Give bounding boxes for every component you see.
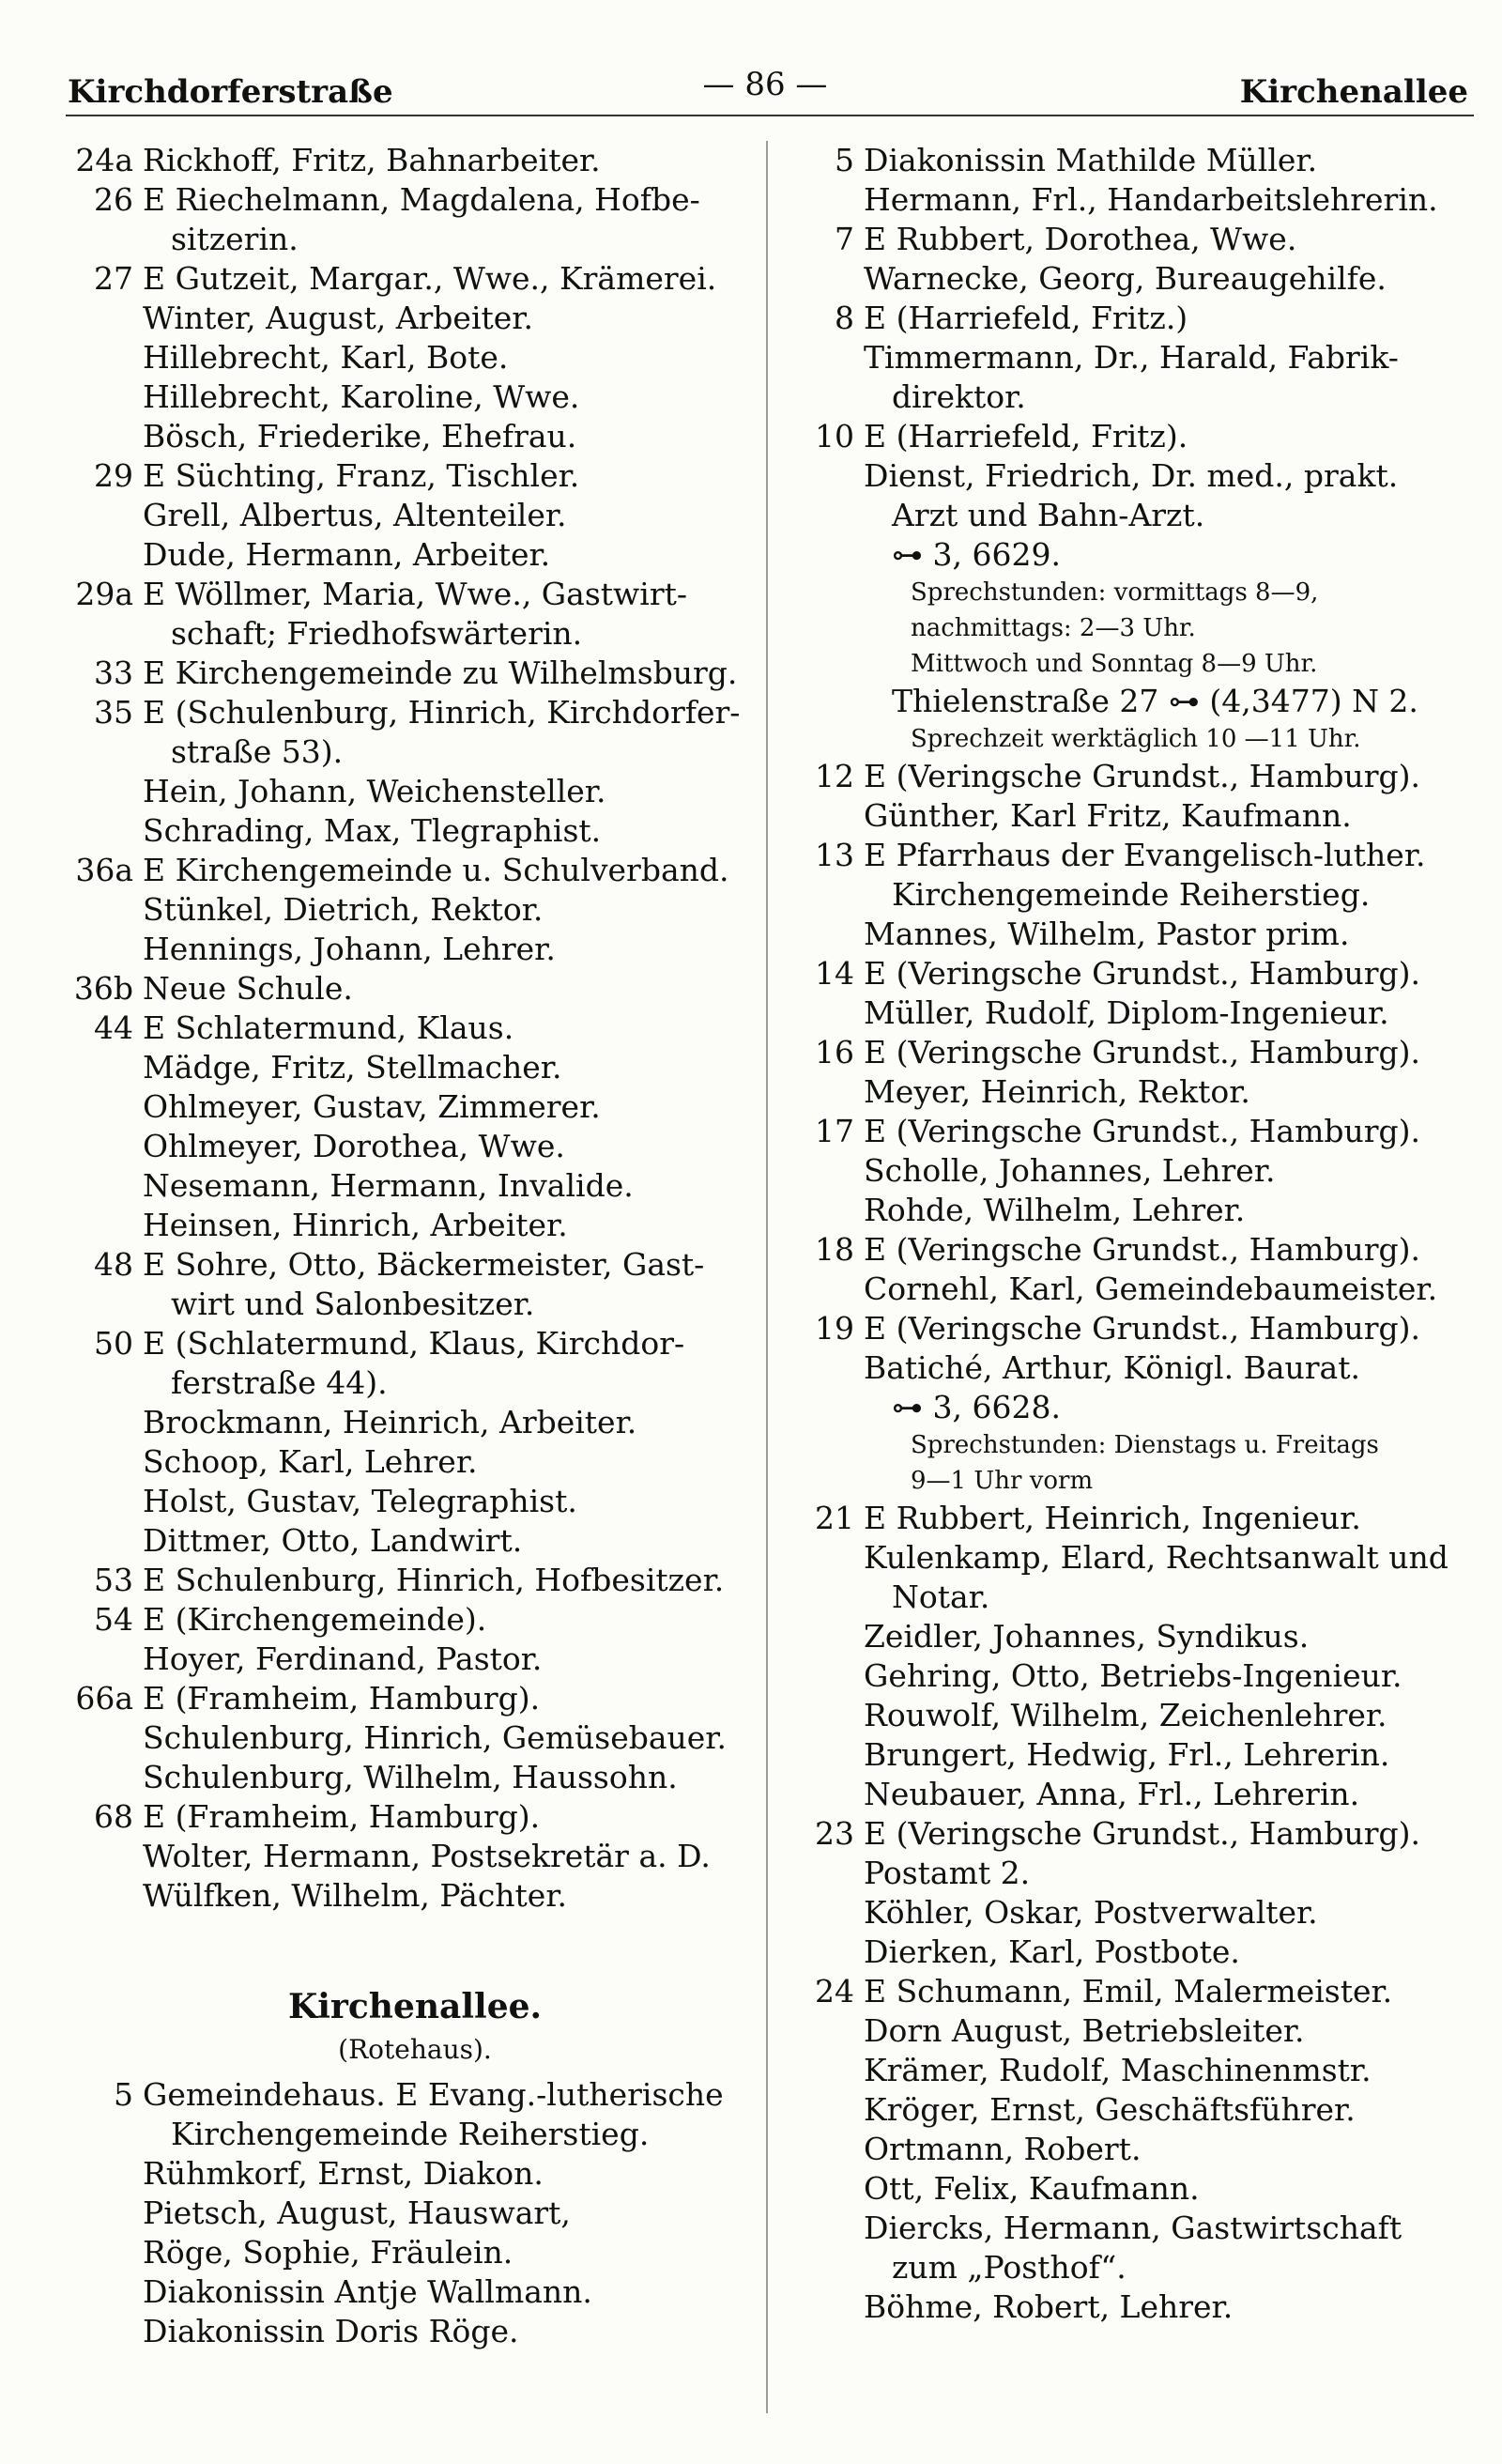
resident-entry: Gehring, Otto, Betriebs-Ingenieur.	[864, 1657, 1402, 1694]
house-number: 13	[815, 837, 854, 873]
house-number: 21	[815, 1500, 854, 1536]
running-head-left: Kirchdorferstraße	[68, 73, 393, 111]
entry-text: E (Veringsche Grundst., Hamburg).	[864, 1815, 1421, 1852]
house-number: 8	[835, 300, 854, 336]
house-entry	[68, 575, 762, 614]
entry-text: E Kirchengemeinde u. Schulverband.	[143, 852, 729, 888]
resident-entry: Brungert, Hedwig, Frl., Lehrerin.	[864, 1736, 1390, 1773]
continuation-line: wirt und Salonbesitzer.	[171, 1286, 535, 1322]
resident-entry: Winter, August, Arbeiter.	[143, 300, 533, 336]
house-number: 5	[114, 2076, 133, 2113]
resident-entry: Rohde, Wilhelm, Lehrer.	[864, 1192, 1246, 1228]
house-entry	[68, 456, 762, 496]
resident-entry: Rouwolf, Wilhelm, Zeichenlehrer.	[864, 1697, 1387, 1733]
resident-entry: Brockmann, Heinrich, Arbeiter.	[143, 1404, 637, 1440]
house-number: 54	[94, 1601, 133, 1638]
resident-entry: Hillebrecht, Karl, Bote.	[143, 339, 509, 376]
resident-entry: Hillebrecht, Karoline, Wwe.	[143, 378, 580, 415]
office-hours-note: Sprechstunden: Dienstags u. Freitags	[911, 1431, 1379, 1459]
house-number: 44	[94, 1009, 133, 1046]
resident-entry: Pietsch, August, Hauswart,	[143, 2194, 571, 2231]
house-entry	[68, 1797, 762, 1837]
entry-text: E Riechelmann, Magdalena, Hofbe-	[143, 181, 700, 218]
resident-entry: Warnecke, Georg, Bureaugehilfe.	[864, 260, 1387, 297]
resident-entry: Bösch, Friederike, Ehefrau.	[143, 418, 577, 454]
entry-text: E Schumann, Emil, Malermeister.	[864, 1973, 1393, 2010]
resident-entry: Ortmann, Robert.	[864, 2131, 1142, 2167]
house-entry	[68, 969, 762, 1009]
resident-entry: Timmermann, Dr., Harald, Fabrik-	[864, 339, 1399, 376]
house-entry	[68, 141, 762, 180]
house-entry	[68, 1561, 762, 1600]
resident-entry: Röge, Sophie, Fräulein.	[143, 2234, 513, 2271]
resident-entry: Schulenburg, Wilhelm, Haussohn.	[143, 1759, 678, 1795]
house-number: 24a	[75, 142, 133, 178]
house-entry	[789, 1230, 1483, 1270]
house-entry	[68, 259, 762, 299]
house-number: 50	[94, 1325, 133, 1362]
house-number: 16	[815, 1034, 854, 1070]
entry-text: Rickhoff, Fritz, Bahnarbeiter.	[143, 142, 601, 178]
column-divider	[766, 141, 768, 2413]
house-number: 29a	[75, 576, 133, 612]
house-entry	[68, 1009, 762, 1048]
resident-entry: Schulenburg, Hinrich, Gemüsebauer.	[143, 1719, 727, 1756]
office-hours-note: Sprechzeit werktäglich 10 —11 Uhr.	[911, 725, 1361, 753]
running-head-right: Kirchenallee	[1239, 73, 1468, 111]
resident-entry: Kröger, Ernst, Geschäftsführer.	[864, 2091, 1356, 2128]
house-entry	[789, 417, 1483, 456]
entry-text: E Pfarrhaus der Evangelisch-luther.	[864, 837, 1426, 873]
resident-entry: Cornehl, Karl, Gemeindebaumeister.	[864, 1270, 1438, 1307]
continuation-line: Kirchengemeinde Reiherstieg.	[892, 876, 1371, 913]
house-entry	[789, 1033, 1483, 1072]
entry-text: E (Schulenburg, Hinrich, Kirchdorfer-	[143, 694, 741, 731]
street-section-subtitle: (Rotehaus).	[338, 2034, 492, 2065]
street-section-title: Kirchenallee.	[287, 1987, 543, 2026]
entry-text: E (Kirchengemeinde).	[143, 1601, 487, 1638]
resident-entry: Mannes, Wilhelm, Pastor prim.	[864, 916, 1350, 952]
house-number: 5	[835, 142, 854, 178]
house-number: 29	[94, 457, 133, 494]
entry-text: E Gutzeit, Margar., Wwe., Krämerei.	[143, 260, 717, 297]
office-hours-note: Sprechstunden: vormittags 8—9,	[911, 578, 1319, 607]
resident-entry: Dorn August, Betriebsleiter.	[864, 2012, 1305, 2049]
house-entry	[68, 654, 762, 693]
resident-entry: Hermann, Frl., Handarbeitslehrerin.	[864, 181, 1438, 218]
house-entry	[68, 851, 762, 890]
house-number: 18	[815, 1231, 854, 1268]
continuation-line: sitzerin.	[171, 221, 299, 257]
resident-entry: Neubauer, Anna, Frl., Lehrerin.	[864, 1776, 1360, 1812]
entry-text: Gemeindehaus. E Evang.-lutherische	[143, 2076, 724, 2113]
resident-entry: Hein, Johann, Weichensteller.	[143, 773, 606, 809]
entry-text: E Rubbert, Dorothea, Wwe.	[864, 221, 1297, 257]
resident-entry: Dienst, Friedrich, Dr. med., prakt.	[864, 457, 1399, 494]
house-number: 66a	[75, 1680, 133, 1717]
resident-entry: Wolter, Hermann, Postsekretär a. D.	[143, 1838, 711, 1874]
entry-text: E Rubbert, Heinrich, Ingenieur.	[864, 1500, 1361, 1536]
resident-entry: Mädge, Fritz, Stellmacher.	[143, 1049, 562, 1086]
entry-text: E (Veringsche Grundst., Hamburg).	[864, 1034, 1421, 1070]
house-entry	[789, 836, 1483, 875]
entry-text: E (Harriefeld, Fritz.)	[864, 300, 1188, 336]
resident-entry: Ohlmeyer, Dorothea, Wwe.	[143, 1128, 565, 1164]
resident-entry: Dittmer, Otto, Landwirt.	[143, 1522, 523, 1559]
house-number: 19	[815, 1310, 854, 1347]
house-entry	[789, 220, 1483, 259]
resident-entry: Zeidler, Johannes, Syndikus.	[864, 1618, 1310, 1655]
resident-entry: Rühmkorf, Ernst, Diakon.	[143, 2155, 544, 2192]
house-number: 53	[94, 1562, 133, 1598]
house-entry	[789, 1972, 1483, 2011]
resident-entry: Müller, Rudolf, Diplom-Ingenieur.	[864, 994, 1389, 1031]
resident-entry: Schoop, Karl, Lehrer.	[143, 1443, 478, 1480]
entry-text: E (Veringsche Grundst., Hamburg).	[864, 1231, 1421, 1268]
house-number: 17	[815, 1113, 854, 1149]
entry-text: E (Veringsche Grundst., Hamburg).	[864, 1310, 1421, 1347]
entry-text: E (Veringsche Grundst., Hamburg).	[864, 758, 1421, 794]
house-entry	[789, 1499, 1483, 1538]
house-number: 10	[815, 418, 854, 454]
page-header	[0, 0, 1502, 131]
house-entry	[789, 1814, 1483, 1854]
house-number: 24	[815, 1973, 854, 2010]
entry-text: E (Framheim, Hamburg).	[143, 1798, 541, 1835]
house-number: 68	[94, 1798, 133, 1835]
resident-entry: Kulenkamp, Elard, Rechtsanwalt und	[864, 1539, 1448, 1576]
entry-text: E Sohre, Otto, Bäckermeister, Gast-	[143, 1246, 705, 1283]
entry-text: E Kirchengemeinde zu Wilhelmsburg.	[143, 654, 738, 691]
resident-entry: Hennings, Johann, Lehrer.	[143, 931, 556, 967]
resident-entry: Ohlmeyer, Gustav, Zimmerer.	[143, 1088, 601, 1125]
entry-text: E Schulenburg, Hinrich, Hofbesitzer.	[143, 1562, 725, 1598]
entry-text: E Süchting, Franz, Tischler.	[143, 457, 580, 494]
header-rule	[66, 115, 1474, 116]
resident-entry: Heinsen, Hinrich, Arbeiter.	[143, 1207, 568, 1243]
resident-entry: Batiché, Arthur, Königl. Baurat.	[864, 1349, 1360, 1386]
continuation-line: Kirchengemeinde Reiherstieg.	[171, 2116, 650, 2152]
resident-entry: Böhme, Robert, Lehrer.	[864, 2288, 1234, 2325]
resident-entry: Postamt 2.	[864, 1855, 1031, 1891]
resident-entry: Schrading, Max, Tlegraphist.	[143, 812, 602, 849]
resident-entry: Dude, Hermann, Arbeiter.	[143, 536, 551, 573]
page-number: — 86 —	[702, 66, 828, 103]
resident-entry: Nesemann, Hermann, Invalide.	[143, 1167, 634, 1204]
house-number: 14	[815, 955, 854, 992]
continuation-line: Notar.	[892, 1578, 990, 1615]
continuation-line: ⊶ 3, 6629.	[892, 536, 1061, 573]
house-number: 33	[94, 654, 133, 691]
resident-entry: Krämer, Rudolf, Maschinenmstr.	[864, 2052, 1372, 2088]
continuation-line: Thielenstraße 27 ⊶ (4,3477) N 2.	[892, 683, 1418, 719]
resident-entry: Holst, Gustav, Telegraphist.	[143, 1483, 577, 1519]
office-hours-note: 9—1 Uhr vorm	[911, 1467, 1094, 1495]
continuation-line: Arzt und Bahn-Arzt.	[892, 497, 1205, 533]
house-number: 36b	[73, 970, 133, 1007]
continuation-line: straße 53).	[171, 733, 344, 770]
house-entry	[68, 1324, 762, 1363]
house-number: 36a	[75, 852, 133, 888]
house-entry	[68, 1600, 762, 1640]
entry-text: Neue Schule.	[143, 970, 353, 1007]
house-entry	[789, 141, 1483, 180]
house-number: 35	[94, 694, 133, 731]
entry-text: E Wöllmer, Maria, Wwe., Gastwirt-	[143, 576, 688, 612]
house-entry	[68, 2075, 762, 2115]
resident-entry: Stünkel, Dietrich, Rektor.	[143, 891, 544, 928]
house-entry	[789, 1112, 1483, 1151]
continuation-line: ⊶ 3, 6628.	[892, 1389, 1061, 1425]
continuation-line: ferstraße 44).	[171, 1364, 388, 1401]
entry-text: E Schlatermund, Klaus.	[143, 1009, 514, 1046]
continuation-line: schaft; Friedhofswärterin.	[171, 615, 583, 652]
right-column	[789, 141, 1483, 2327]
left-column	[68, 141, 762, 2351]
house-entry	[68, 180, 762, 220]
resident-entry: Diakonissin Doris Röge.	[143, 2313, 519, 2349]
house-number: 12	[815, 758, 854, 794]
entry-text: E (Harriefeld, Fritz).	[864, 418, 1188, 454]
house-number: 23	[815, 1815, 854, 1852]
entry-text: E (Veringsche Grundst., Hamburg).	[864, 1113, 1421, 1149]
entry-text: E (Schlatermund, Klaus, Kirchdor-	[143, 1325, 685, 1362]
house-entry	[789, 757, 1483, 796]
resident-entry: Grell, Albertus, Altenteiler.	[143, 497, 567, 533]
resident-entry: Scholle, Johannes, Lehrer.	[864, 1152, 1276, 1189]
office-hours-note: nachmittags: 2—3 Uhr.	[911, 614, 1196, 642]
resident-entry: Wülfken, Wilhelm, Pächter.	[143, 1877, 567, 1914]
entry-text: E (Veringsche Grundst., Hamburg).	[864, 955, 1421, 992]
entry-text: Diakonissin Mathilde Müller.	[864, 142, 1318, 178]
office-hours-note: Mittwoch und Sonntag 8—9 Uhr.	[911, 650, 1318, 678]
house-number: 48	[94, 1246, 133, 1283]
house-entry	[789, 299, 1483, 338]
house-entry	[789, 1309, 1483, 1348]
resident-entry: Diakonissin Antje Wallmann.	[143, 2273, 592, 2310]
resident-entry: Hoyer, Ferdinand, Pastor.	[143, 1640, 543, 1677]
resident-entry: Dierken, Karl, Postbote.	[864, 1933, 1240, 1970]
resident-entry: Günther, Karl Fritz, Kaufmann.	[864, 797, 1352, 834]
continuation-line: zum „Posthof“.	[892, 2249, 1126, 2286]
resident-entry: Meyer, Heinrich, Rektor.	[864, 1073, 1250, 1110]
entry-text: E (Framheim, Hamburg).	[143, 1680, 541, 1717]
house-number: 27	[94, 260, 133, 297]
house-entry	[68, 1679, 762, 1718]
house-entry	[789, 954, 1483, 993]
resident-entry: Ott, Felix, Kaufmann.	[864, 2170, 1200, 2207]
house-number: 7	[835, 221, 854, 257]
resident-entry: Köhler, Oskar, Postverwalter.	[864, 1894, 1318, 1931]
resident-entry: Diercks, Hermann, Gastwirtschaft	[864, 2210, 1402, 2246]
house-entry	[68, 1245, 762, 1285]
continuation-line: direktor.	[892, 378, 1026, 415]
house-number: 26	[94, 181, 133, 218]
house-entry	[68, 693, 762, 732]
